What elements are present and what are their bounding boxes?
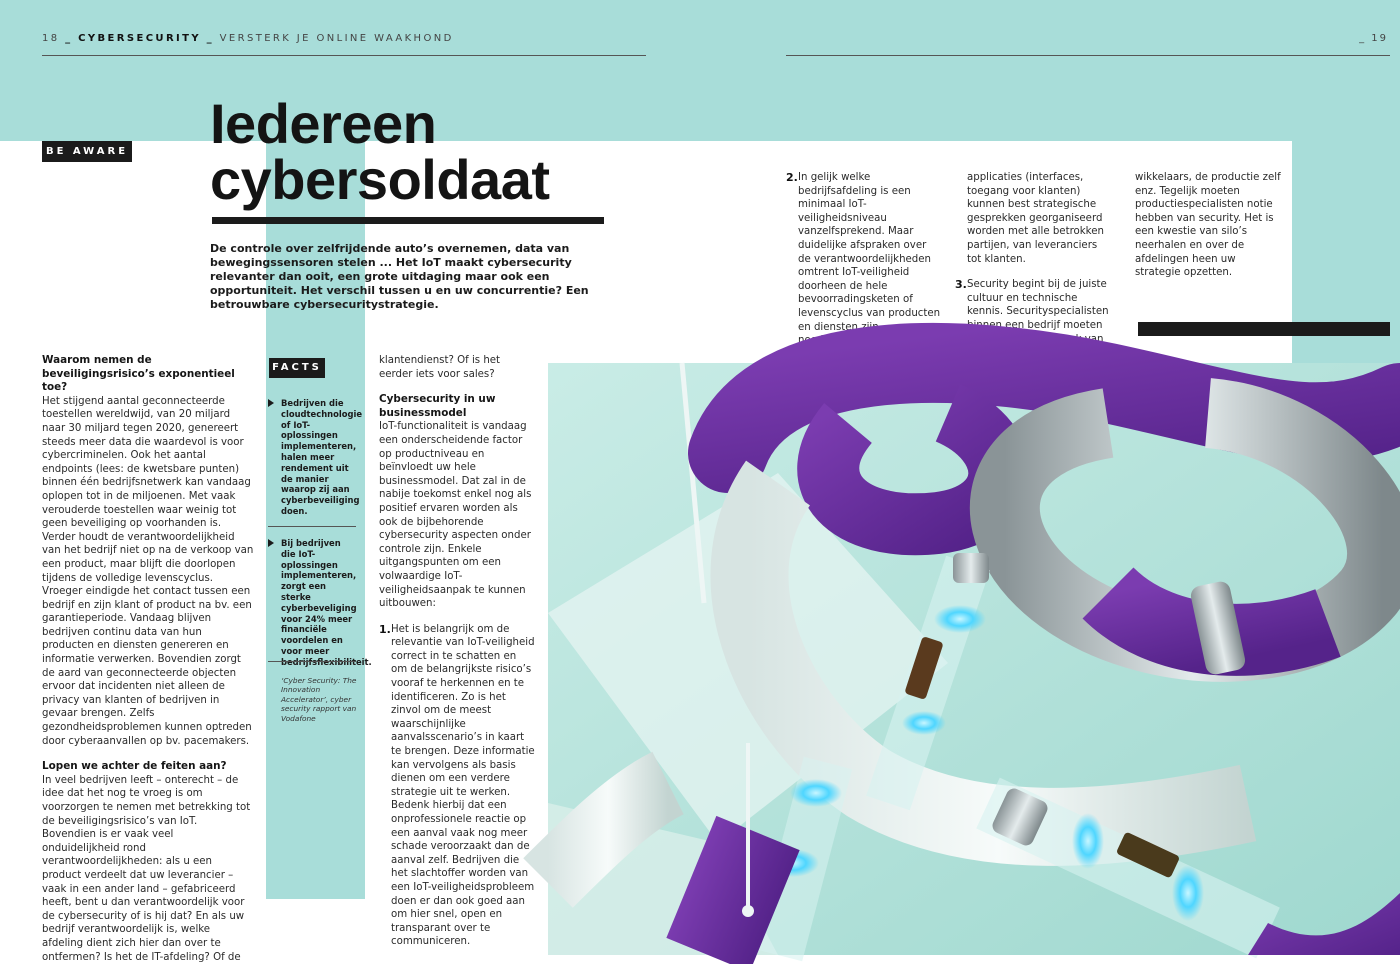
- facts-label: FACTS: [269, 358, 325, 378]
- glow-ring-6: [1172, 865, 1204, 921]
- arrow-right-icon: [268, 539, 274, 547]
- section-tag: BE AWARE: [42, 141, 132, 162]
- headline: [210, 92, 550, 211]
- column3-heading: Cybersecurity in uw businessmodel: [379, 393, 496, 419]
- item-2-number: 2.: [786, 171, 798, 184]
- item-3-text: Security begint bij de juiste cultuur en technische kennis. Securityspecialisten binnen een bedrijf moeten mee zijn met het werk van de productont-: [967, 279, 1109, 359]
- header-rule-left: [42, 55, 646, 56]
- right-col2-paragraph: applicaties (interfaces, toegang voor klanten) kunnen best strategische gesprekken georganiseerd worden met alle betrokken partijen, van leveranciers tot klanten.: [967, 172, 1104, 265]
- right-col3-paragraph: wikkelaars, de productie zelf enz. Tegelijk moeten productiespecialisten notie hebben van security. Het is een kwestie van silo’s neerhalen en over de afdelingen heen uw strategie opzetten.: [1135, 172, 1281, 279]
- item-1-text: Het is belangrijk om de relevantie van IoT-veiligheid correct in te schatten en om de belangrijkste risico’s vooraf te herkennen en te identificeren. Zo is het zinvol om de meest waarschijnlijke aanvalsscenario’s in kaart te brengen. Deze informatie kan vervolgens als basis dienen om een verdere strategie uit te werken. Bedenk hierbij dat een onprofessionele reactie op een aanval vaak nog meer schade veroorzaakt dan de aanval zelf. Bedrijven die het slachtoffer worden van een IoT-veiligheidsprobleem doen er dan ook goed aan om hier snel, open en transparant over te communiceren.: [391, 623, 535, 948]
- item-3-number: 3.: [955, 278, 967, 292]
- item-2-text: In gelijk welke bedrijfsafdeling is een minimaal IoT-veiligheidsniveau vanzelfsprekend. Maar duidelijke afspraken over de verantwoordelijkheden omtrent IoT-veiligheid doorheen de hele bevoorradingsketen of levenscyclus van producten en diensten zijn noodzakelijk. Zowel op het niveau van hard- en: [798, 172, 941, 360]
- arrow-right-icon: [268, 399, 274, 407]
- purple-tube-bottom: [708, 833, 758, 955]
- column3-paragraph-2: IoT-functionaliteit is vandaag een onderscheidende factor op productniveau en beïnvloedt uw hele businessmodel. Dat zal in de nabije toekomst enkel nog als positief ervaren worden als ook de bijbehorende cybersecurity aspecten onder controle zijn. Enkele uitgangspunten om een volwaardige IoT-veiligheidsaanpak te kunnen uitbouwen:: [379, 421, 532, 610]
- glow-ring-2: [902, 711, 946, 735]
- fact-1: [268, 398, 363, 517]
- running-head: [42, 33, 454, 44]
- fact-2: [268, 538, 356, 668]
- glow-ring-5: [1072, 813, 1104, 869]
- headline-line-1: Iedereen: [210, 92, 437, 155]
- right-accent-bar: [1138, 322, 1390, 336]
- running-head-section: CYBERSECURITY: [78, 33, 202, 44]
- headline-line-2: cybersoldaat: [210, 148, 550, 211]
- article-column-1: [42, 354, 254, 964]
- headline-underline: [212, 217, 604, 224]
- intro-paragraph: De controle over zelfrijdende auto’s overnemen, data van bewegingssensoren stelen ... Het IoT maakt cybersecurity relevanter dan ooit, een grote uitdaging maar ook een opportuniteit. Het verschil tussen u en uw concurrentie? Een betrouwbare cybersecuritystrategie.: [210, 242, 589, 311]
- facts-source: ‘Cyber Security: The Innovation Accelerator’, cyber security rapport van Vodafone: [281, 676, 357, 723]
- facts-divider-1: [268, 526, 356, 527]
- glow-ring-1: [934, 605, 986, 633]
- glow-ring-3: [790, 779, 842, 807]
- column1-paragraph-2: Verder houdt de verantwoordelijkheid van het bedrijf niet op na de verkoop van een product, maar blijft die doorlopen tijdens de volledige levenscyclus. Vroeger eindigde het contact tussen een bedrijf en zijn klant of product na bv. een garantieperiode. Vandaag blijven bedrijven continu data van hun producten en diensten genereren en informatie verwerken. Bovendien zorgt de aard van geconnecteerde objecten ervoor dat incidenten niet alleen de privacy van klanten of bedrijven in gevaar brengen. Zelfs gezondheidsproblemen kunnen optreden door cyberaanvallen op bv. pacemakers.: [42, 531, 254, 747]
- numbered-item-1: [379, 623, 535, 949]
- article-column-3: [379, 354, 535, 949]
- fact-1-text: Bedrijven die cloudtechnologie of IoT-oplossingen implementeren, halen meer rendement uit de manier waarop zij aan cyberbeveiliging doen.: [281, 398, 363, 516]
- page-number-right: _ 19: [1359, 33, 1388, 44]
- column1-heading-1: Waarom nemen de beveiligingsrisico’s exponentieel toe?: [42, 354, 235, 394]
- running-head-sep2: _: [206, 33, 215, 44]
- fact-2-text: Bij bedrijven die IoT-oplossingen implementeren, zorgt een sterke cyberbeveliging voor 24% meer financiële voordelen en voor meer: [281, 538, 357, 656]
- header-rule-right: [786, 55, 1390, 56]
- metal-connector-upper: [953, 553, 989, 583]
- 3d-tubes-illustration: [548, 363, 1400, 955]
- column1-heading-2: Lopen we achter de feiten aan?: [42, 760, 227, 773]
- page-number-left: 18: [42, 33, 60, 44]
- running-head-sep1: _: [65, 33, 73, 44]
- column1-paragraph-3: In veel bedrijven leeft – onterecht – de idee dat het nog te vroeg is om voorzorgen te nemen met betrekking tot de beveiligingsrisico’s van IoT. Bovendien is er vaak veel onduidelijkheid rond verantwoordelijkheden: als u een product verdeelt dat uw leverancier – vaak in een ander land – gefabriceerd heeft, bent u dan verantwoordelijk voor de cybersecurity of is hij dat? En als uw bedrijf verantwoordelijk is, welke afdeling dient zich hier dan over te ontfermen? Is het de IT-afdeling? Of de: [42, 774, 251, 963]
- item-1-number: 1.: [379, 622, 391, 636]
- rod-end-cap: [742, 905, 754, 917]
- right-column-3: [1135, 171, 1281, 280]
- facts-divider-2: [268, 661, 356, 662]
- running-head-series: VERSTERK JE ONLINE WAAKHOND: [219, 33, 454, 44]
- column3-paragraph-1: klantendienst? Of is het eerder iets voor sales?: [379, 355, 501, 380]
- column1-paragraph-1: Het stijgend aantal geconnecteerde toestellen wereldwijd, van 20 miljard naar 30 miljard tegen 2020, genereert steeds meer data die waardevol is voor cybercriminelen. Ook het aantal endpoints (lees: de kwetsbare punten) binnen één bedrijfsnetwerk kan vandaag oplopen tot in de miljoenen. Met vaak verouderde toestellen waar weinig tot geen beveiliging op voorhanden is.: [42, 395, 251, 530]
